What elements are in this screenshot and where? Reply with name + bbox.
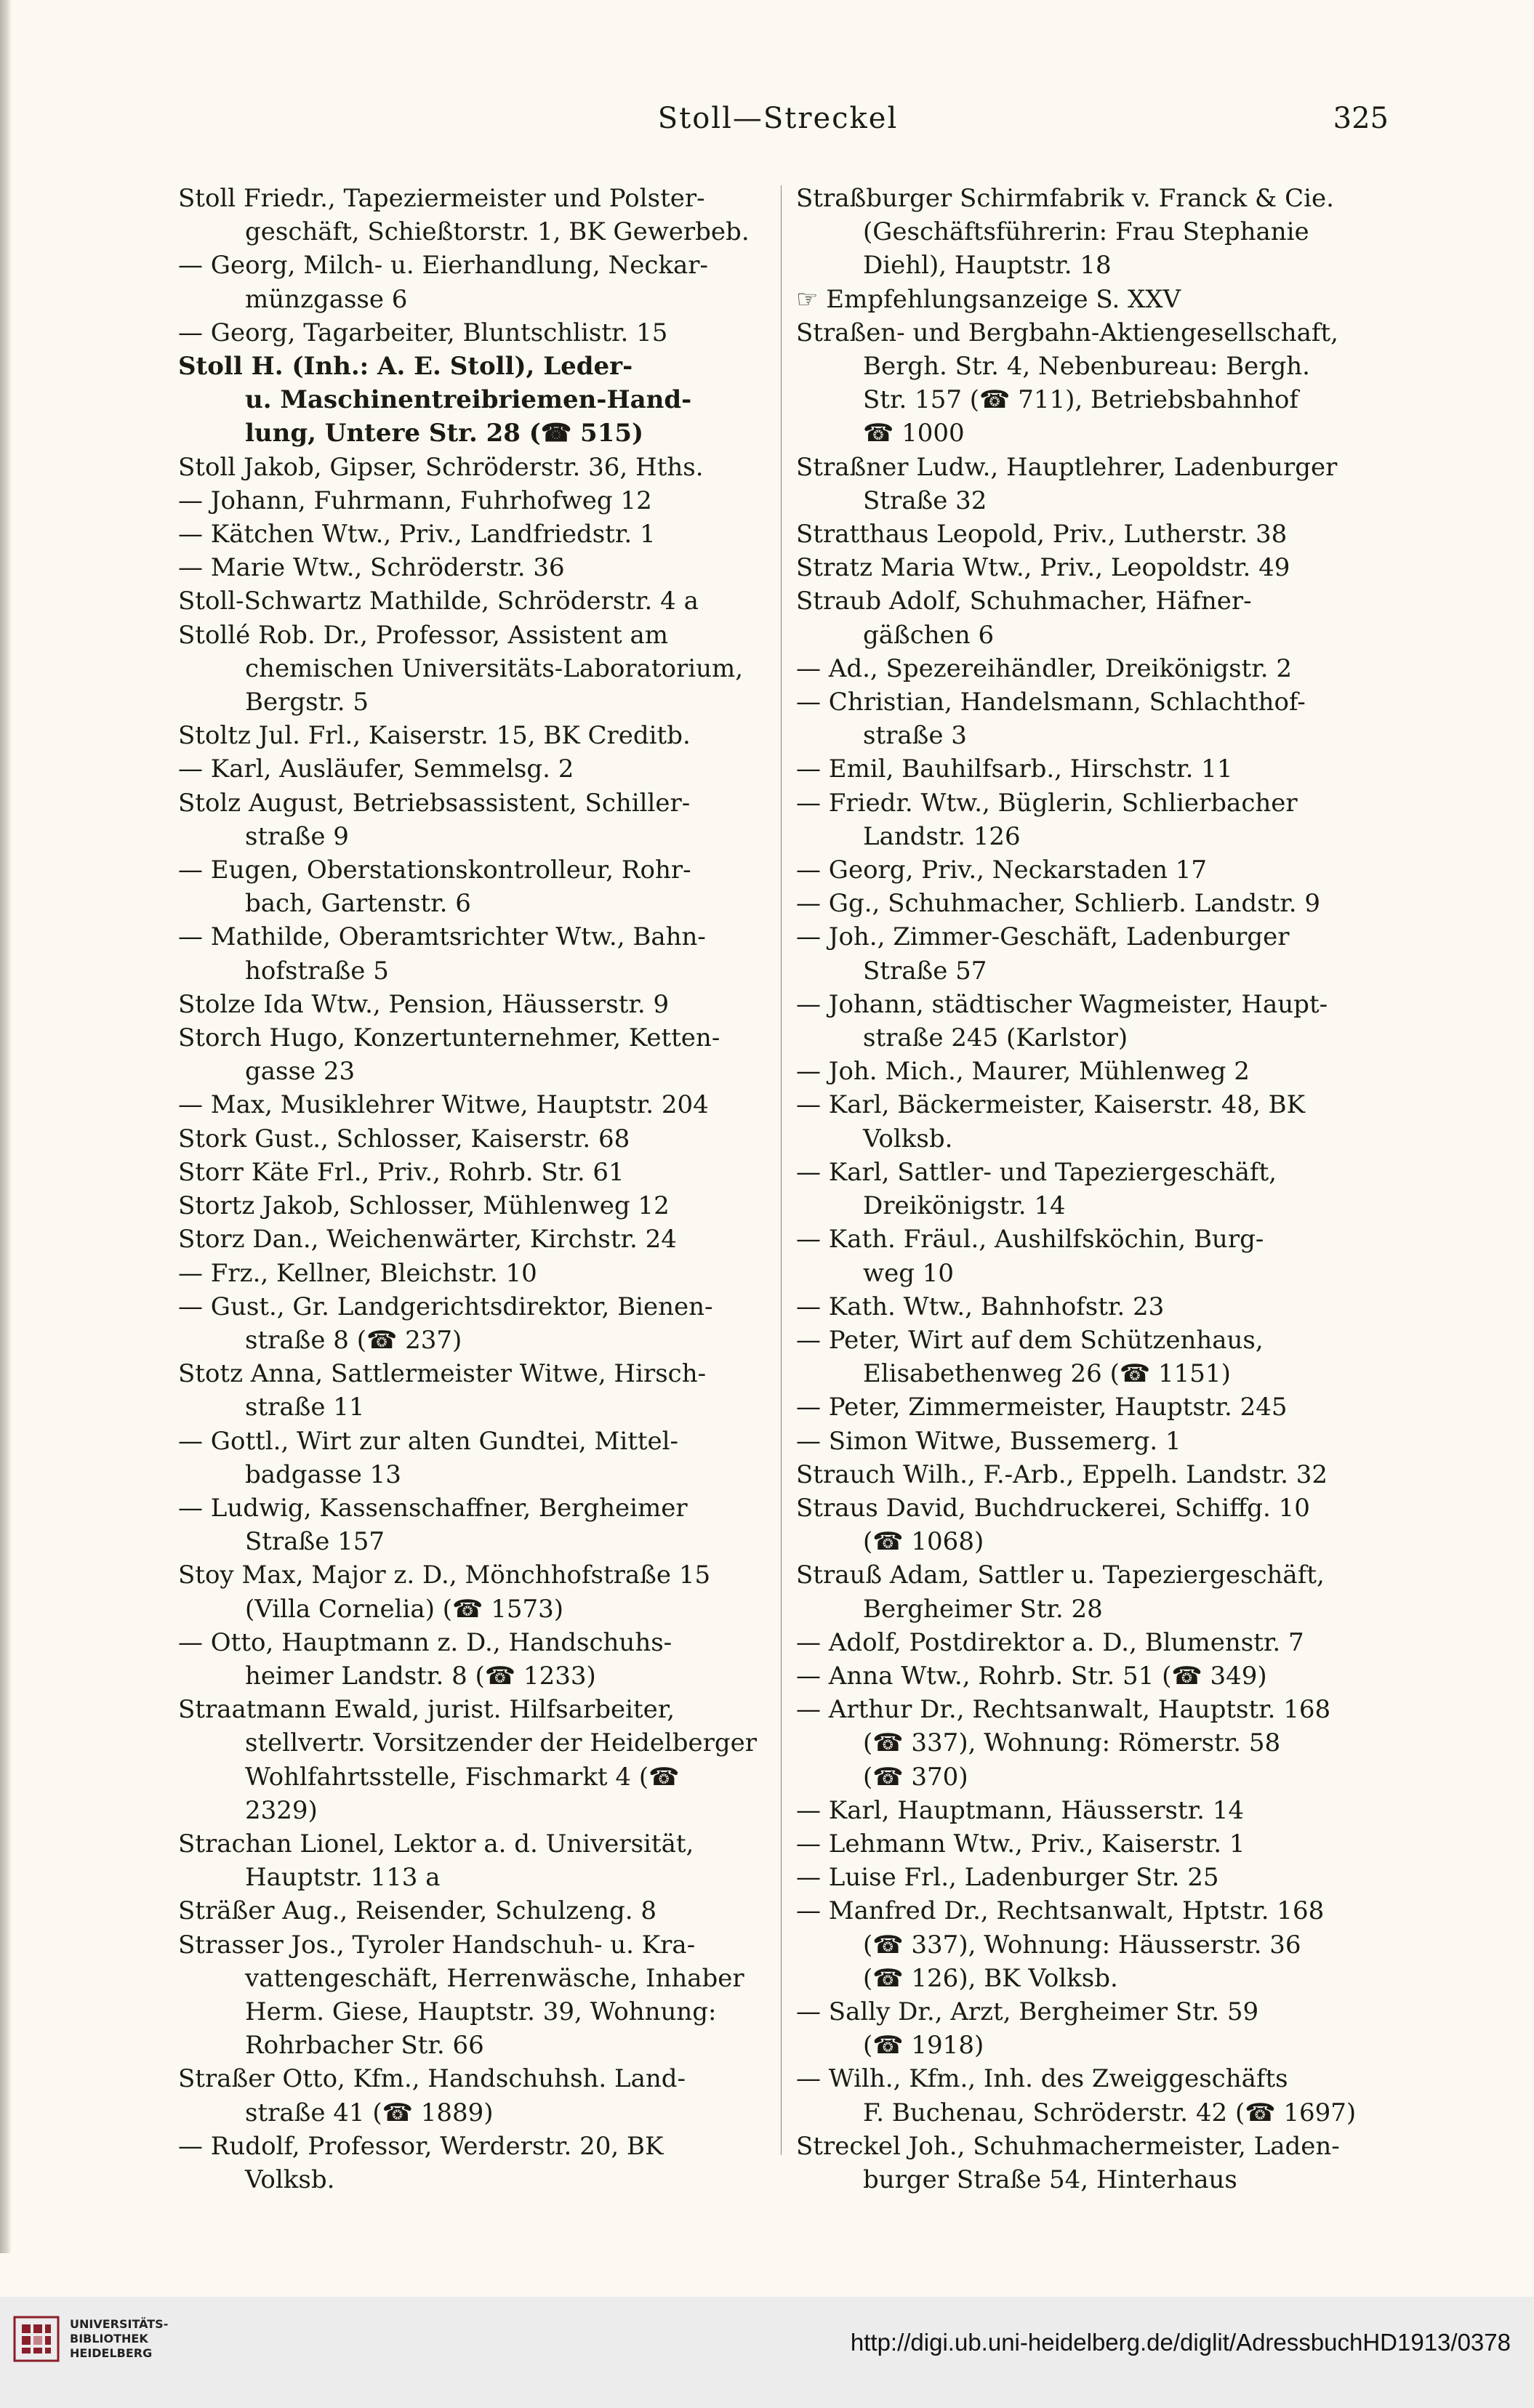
entry-line: Storr Käte Frl., Priv., Rohrb. Str. 61 (178, 1157, 625, 1187)
right-column (796, 182, 1400, 2196)
entry-line: Stollé Rob. Dr., Professor, Assistent am (178, 620, 668, 650)
directory-entry (178, 1189, 782, 1223)
directory-entry (796, 752, 1400, 786)
entry-line: Straßner Ludw., Hauptlehrer, Ladenburger (796, 452, 1338, 482)
directory-entry (796, 1827, 1400, 1861)
directory-entry (796, 2062, 1400, 2129)
entry-line: — Georg, Tagarbeiter, Bluntschlistr. 15 (178, 318, 668, 347)
directory-entry (796, 1491, 1400, 1558)
entry-continuation-line: gäßchen 6 (863, 620, 995, 650)
entry-line: Stratz Maria Wtw., Priv., Leopoldstr. 49 (796, 553, 1290, 583)
directory-entry (796, 182, 1400, 283)
entry-line: Stoll H. (Inh.: A. E. Stoll), Leder- (178, 352, 633, 382)
directory-entry (796, 1894, 1400, 1995)
entry-line: — Gust., Gr. Landgerichtsdirektor, Bienen- (178, 1292, 713, 1321)
entry-continuation-line: (Geschäftsführerin: Frau Stephanie (863, 217, 1309, 247)
entry-continuation-line: Hauptstr. 113 a (245, 1863, 441, 1893)
entry-continuation-line: (☎ 337), Wohnung: Häusserstr. 36 (863, 1930, 1301, 1960)
directory-entry (796, 1794, 1400, 1827)
library-logo-text: UNIVERSITÄTS- BIBLIOTHEK HEIDELBERG (70, 2317, 169, 2360)
directory-entry (178, 451, 782, 484)
entry-line: — Peter, Zimmermeister, Hauptstr. 245 (796, 1393, 1288, 1422)
entry-line: — Sally Dr., Arzt, Bergheimer Str. 59 (796, 1997, 1259, 2026)
entry-line: — Rudolf, Professor, Werderstr. 20, BK (178, 2131, 664, 2161)
entry-line: Strachan Lionel, Lektor a. d. Universität, (178, 1829, 694, 1859)
directory-entry (178, 1088, 782, 1122)
directory-entry (796, 1088, 1400, 1155)
directory-entry (796, 1626, 1400, 1659)
entry-line: Stolz August, Betriebsassistent, Schiller- (178, 788, 691, 818)
directory-entry (178, 1827, 782, 1894)
entry-line: — Emil, Bauhilfsarb., Hirschstr. 11 (796, 754, 1233, 784)
entry-line: ☞ Empfehlungsanzeige S. XXV (796, 284, 1181, 314)
entry-line: — Karl, Bäckermeister, Kaiserstr. 48, BK (796, 1090, 1305, 1120)
entry-line: — Arthur Dr., Rechtsanwalt, Hauptstr. 168 (796, 1695, 1331, 1725)
directory-entry (178, 1928, 782, 2063)
entry-line: Stolze Ida Wtw., Pension, Häusserstr. 9 (178, 989, 670, 1019)
entry-continuation-line: stellvertr. Vorsitzender der Heidelberger (245, 1728, 758, 1758)
entry-line: — Adolf, Postdirektor a. D., Blumenstr. 7 (796, 1627, 1304, 1657)
directory-entry (178, 1693, 782, 1827)
entry-continuation-line: (☎ 337), Wohnung: Römerstr. 58 (863, 1728, 1281, 1758)
entry-continuation-line: (☎ 370) (863, 1762, 968, 1792)
entry-line: — Joh., Zimmer-Geschäft, Ladenburger (796, 922, 1290, 952)
library-logo (13, 2311, 202, 2391)
entry-continuation-line: Wohlfahrtsstelle, Fischmarkt 4 (☎ (245, 1762, 680, 1792)
entry-line: Straus David, Buchdruckerei, Schiffg. 10 (796, 1493, 1310, 1523)
directory-entry (796, 988, 1400, 1055)
entry-line: Stoll Friedr., Tapeziermeister und Polster- (178, 184, 705, 213)
entry-line: — Kath. Wtw., Bahnhofstr. 23 (796, 1292, 1165, 1321)
directory-entry (178, 719, 782, 752)
entry-continuation-line: Straße 57 (863, 956, 987, 986)
entry-line: Stotz Anna, Sattlermeister Witwe, Hirsch- (178, 1359, 707, 1389)
entry-line: Stoltz Jul. Frl., Kaiserstr. 15, BK Creditb. (178, 721, 691, 751)
entry-line: Stratthaus Leopold, Priv., Lutherstr. 38 (796, 520, 1288, 549)
entry-continuation-line: straße 41 (☎ 1889) (245, 2098, 494, 2127)
entry-line: Streckel Joh., Schuhmachermeister, Laden- (796, 2131, 1340, 2161)
entry-continuation-line: Bergstr. 5 (245, 688, 369, 717)
footer-bar (0, 2297, 1534, 2408)
directory-entry (178, 1626, 782, 1693)
entry-line: — Kath. Fräul., Aushilfsköchin, Burg- (796, 1225, 1264, 1255)
directory-entry (178, 1491, 782, 1558)
entry-line: Strasser Jos., Tyroler Handschuh- u. Kra- (178, 1930, 696, 1960)
directory-entry (178, 1357, 782, 1424)
directory-entry (178, 584, 782, 618)
entry-continuation-line: Str. 157 (☎ 711), Betriebsbahnhof (863, 385, 1299, 415)
entry-line: — Christian, Handelsmann, Schlachthof- (796, 688, 1306, 717)
entry-continuation-line: Diehl), Hauptstr. 18 (863, 251, 1112, 281)
entry-line: — Max, Musiklehrer Witwe, Hauptstr. 204 (178, 1090, 709, 1120)
directory-entry (178, 853, 782, 920)
entry-line: Storz Dan., Weichenwärter, Kirchstr. 24 (178, 1225, 677, 1255)
entry-line: — Peter, Wirt auf dem Schützenhaus, (796, 1325, 1264, 1355)
directory-entry (178, 518, 782, 551)
directory-entry (796, 2130, 1400, 2196)
directory-entry (178, 350, 782, 451)
entry-line: — Lehmann Wtw., Priv., Kaiserstr. 1 (796, 1829, 1245, 1859)
entry-line: — Mathilde, Oberamtsrichter Wtw., Bahn- (178, 922, 706, 952)
entry-continuation-line: straße 9 (245, 821, 349, 851)
entry-line: — Johann, städtischer Wagmeister, Haupt- (796, 989, 1328, 1019)
column-divider (781, 185, 782, 2155)
entry-continuation-line: weg 10 (863, 1258, 955, 1288)
entry-line: — Manfred Dr., Rechtsanwalt, Hptstr. 168 (796, 1896, 1325, 1926)
directory-entry (796, 1390, 1400, 1424)
page-header (167, 102, 1389, 145)
directory-entry (796, 551, 1400, 584)
entry-continuation-line: (☎ 1918) (863, 2031, 984, 2061)
entry-continuation-line: burger Straße 54, Hinterhaus (863, 2165, 1237, 2194)
entry-line: — Gottl., Wirt zur alten Gundtei, Mittel- (178, 1426, 679, 1456)
entry-line: — Ad., Spezereihändler, Dreikönigstr. 2 (796, 653, 1292, 683)
directory-entry (178, 484, 782, 518)
directory-entry (796, 1458, 1400, 1491)
directory-entry (796, 786, 1400, 853)
entry-line: — Frz., Kellner, Bleichstr. 10 (178, 1258, 537, 1288)
entry-line: — Anna Wtw., Rohrb. Str. 51 (☎ 349) (796, 1661, 1267, 1691)
directory-entry (796, 1290, 1400, 1324)
entry-line: Straub Adolf, Schuhmacher, Häfner- (796, 587, 1252, 616)
entry-continuation-line: straße 11 (245, 1393, 365, 1422)
directory-entry (178, 619, 782, 720)
entry-continuation-line: Dreikönigstr. 14 (863, 1191, 1066, 1221)
directory-entry (796, 1223, 1400, 1289)
entry-line: — Eugen, Oberstationskontrolleur, Rohr- (178, 855, 691, 885)
entry-continuation-line: chemischen Universitäts-Laboratorium, (245, 653, 744, 683)
directory-entry (178, 1290, 782, 1357)
directory-entry (178, 786, 782, 853)
entry-line: — Karl, Sattler- und Tapeziergeschäft, (796, 1157, 1277, 1187)
entry-continuation-line: (Villa Cornelia) (☎ 1573) (245, 1594, 563, 1624)
entry-continuation-line: Rohrbacher Str. 66 (245, 2031, 484, 2061)
entry-line: Stoll-Schwartz Mathilde, Schröderstr. 4 a (178, 587, 699, 616)
page-number: 325 (1333, 102, 1389, 135)
directory-entry (796, 1055, 1400, 1088)
entry-line: — Gg., Schuhmacher, Schlierb. Landstr. 9 (796, 889, 1321, 919)
entry-line: Straßer Otto, Kfm., Handschuhsh. Land- (178, 2064, 686, 2094)
entry-line: Strauch Wilh., F.-Arb., Eppelh. Landstr. 32 (796, 1459, 1328, 1489)
directory-entry (178, 752, 782, 786)
entry-line: Stoll Jakob, Gipser, Schröderstr. 36, Hths. (178, 452, 704, 482)
library-logo-icon (13, 2316, 60, 2362)
directory-entry (178, 551, 782, 584)
entry-line: — Marie Wtw., Schröderstr. 36 (178, 553, 565, 583)
entry-continuation-line: geschäft, Schießtorstr. 1, BK Gewerbeb. (245, 217, 750, 247)
entry-continuation-line: straße 245 (Karlstor) (863, 1023, 1128, 1053)
entry-line: — Joh. Mich., Maurer, Mühlenweg 2 (796, 1057, 1250, 1087)
directory-entry (178, 182, 782, 249)
directory-entry (178, 1021, 782, 1088)
directory-entry (178, 1257, 782, 1290)
entry-continuation-line: gasse 23 (245, 1057, 356, 1087)
entry-continuation-line: hofstraße 5 (245, 956, 389, 986)
entry-continuation-line: straße 3 (863, 721, 967, 751)
entry-continuation-line: Landstr. 126 (863, 821, 1021, 851)
entry-line: Stortz Jakob, Schlosser, Mühlenweg 12 (178, 1191, 670, 1221)
entry-continuation-line: bach, Gartenstr. 6 (245, 889, 471, 919)
directory-entry (178, 1894, 782, 1928)
entry-continuation-line: heimer Landstr. 8 (☎ 1233) (245, 1661, 596, 1691)
entry-line: — Kätchen Wtw., Priv., Landfriedstr. 1 (178, 520, 656, 549)
entry-continuation-line: (☎ 1068) (863, 1527, 984, 1557)
directory-entry (796, 1324, 1400, 1390)
entry-continuation-line: Bergh. Str. 4, Nebenbureau: Bergh. (863, 352, 1310, 382)
directory-entry (796, 584, 1400, 651)
directory-entry (796, 316, 1400, 451)
directory-entry (796, 1995, 1400, 2062)
entry-line: — Johann, Fuhrmann, Fuhrhofweg 12 (178, 486, 652, 515)
directory-entry (796, 920, 1400, 987)
directory-entry (178, 2062, 782, 2129)
entry-line: — Friedr. Wtw., Büglerin, Schlierbacher (796, 788, 1298, 818)
directory-entry (178, 249, 782, 315)
directory-entry (178, 920, 782, 987)
entry-line: — Georg, Milch- u. Eierhandlung, Neckar- (178, 251, 708, 281)
entry-continuation-line: Bergheimer Str. 28 (863, 1594, 1103, 1624)
directory-entry (796, 283, 1400, 316)
entry-continuation-line: (☎ 126), BK Volksb. (863, 1963, 1118, 1993)
entry-continuation-line: F. Buchenau, Schröderstr. 42 (☎ 1697) (863, 2098, 1357, 2127)
entry-line: Sträßer Aug., Reisender, Schulzeng. 8 (178, 1896, 657, 1926)
directory-entry (796, 1156, 1400, 1223)
entry-line: Straatmann Ewald, jurist. Hilfsarbeiter, (178, 1695, 675, 1725)
entry-line: — Luise Frl., Ladenburger Str. 25 (796, 1863, 1219, 1893)
left-column (178, 182, 782, 2196)
entry-line: Stoy Max, Major z. D., Mönchhofstraße 15 (178, 1561, 711, 1590)
binding-edge (0, 0, 12, 2253)
entry-continuation-line: ☎ 1000 (863, 419, 965, 448)
entry-continuation-line: münzgasse 6 (245, 284, 408, 314)
directory-entry (178, 2130, 782, 2196)
entry-continuation-line: vattengeschäft, Herrenwäsche, Inhaber (245, 1963, 744, 1993)
entry-line: — Karl, Hauptmann, Häusserstr. 14 (796, 1795, 1244, 1825)
entry-line: — Wilh., Kfm., Inh. des Zweiggeschäfts (796, 2064, 1288, 2094)
entry-line: — Simon Witwe, Bussemerg. 1 (796, 1426, 1181, 1456)
entry-continuation-line: u. Maschinentreibriemen-Hand- (245, 385, 692, 415)
entry-line: Storch Hugo, Konzertunternehmer, Ketten- (178, 1023, 720, 1053)
entry-continuation-line: Straße 32 (863, 486, 987, 515)
running-head: Stoll—Streckel (657, 102, 899, 135)
entry-line: — Otto, Hauptmann z. D., Handschuhs- (178, 1627, 672, 1657)
directory-entry (796, 1659, 1400, 1693)
directory-entry (178, 316, 782, 350)
directory-entry (796, 451, 1400, 518)
entry-continuation-line: badgasse 13 (245, 1459, 401, 1489)
entry-continuation-line: Volksb. (245, 2165, 335, 2194)
entry-continuation-line: Volksb. (863, 1124, 953, 1153)
entry-line: Strauß Adam, Sattler u. Tapeziergeschäft, (796, 1561, 1325, 1590)
directory-entry (796, 1693, 1400, 1794)
entry-continuation-line: Straße 157 (245, 1527, 385, 1557)
entry-continuation-line: lung, Untere Str. 28 (☎ 515) (245, 419, 644, 448)
directory-entry (796, 1861, 1400, 1894)
entry-line: Stork Gust., Schlosser, Kaiserstr. 68 (178, 1124, 630, 1153)
directory-entry (178, 1122, 782, 1156)
entry-continuation-line: Elisabethenweg 26 (☎ 1151) (863, 1359, 1231, 1389)
entry-line: — Georg, Priv., Neckarstaden 17 (796, 855, 1208, 885)
source-url-link[interactable]: http://digi.ub.uni-heidelberg.de/diglit/AdressbuchHD1913/0378 (850, 2329, 1511, 2356)
entry-line: — Karl, Ausläufer, Semmelsg. 2 (178, 754, 574, 784)
directory-entry (796, 518, 1400, 551)
entry-continuation-line: Herm. Giese, Hauptstr. 39, Wohnung: (245, 1997, 717, 2026)
entry-line: Straßburger Schirmfabrik v. Franck & Cie. (796, 184, 1334, 213)
entry-continuation-line: 2329) (245, 1795, 318, 1825)
directory-entry (178, 988, 782, 1021)
directory-entry (178, 1156, 782, 1189)
directory-entry (796, 652, 1400, 685)
directory-entry (178, 1558, 782, 1625)
entry-line: Straßen- und Bergbahn-Aktiengesellschaft, (796, 318, 1338, 347)
directory-entry (796, 1558, 1400, 1625)
directory-entry (796, 685, 1400, 752)
directory-entry (796, 887, 1400, 920)
directory-entry (796, 853, 1400, 887)
directory-entry (796, 1425, 1400, 1458)
entry-line: — Ludwig, Kassenschaffner, Bergheimer (178, 1493, 688, 1523)
entry-continuation-line: straße 8 (☎ 237) (245, 1325, 462, 1355)
directory-entry (178, 1223, 782, 1256)
directory-entry (178, 1425, 782, 1491)
